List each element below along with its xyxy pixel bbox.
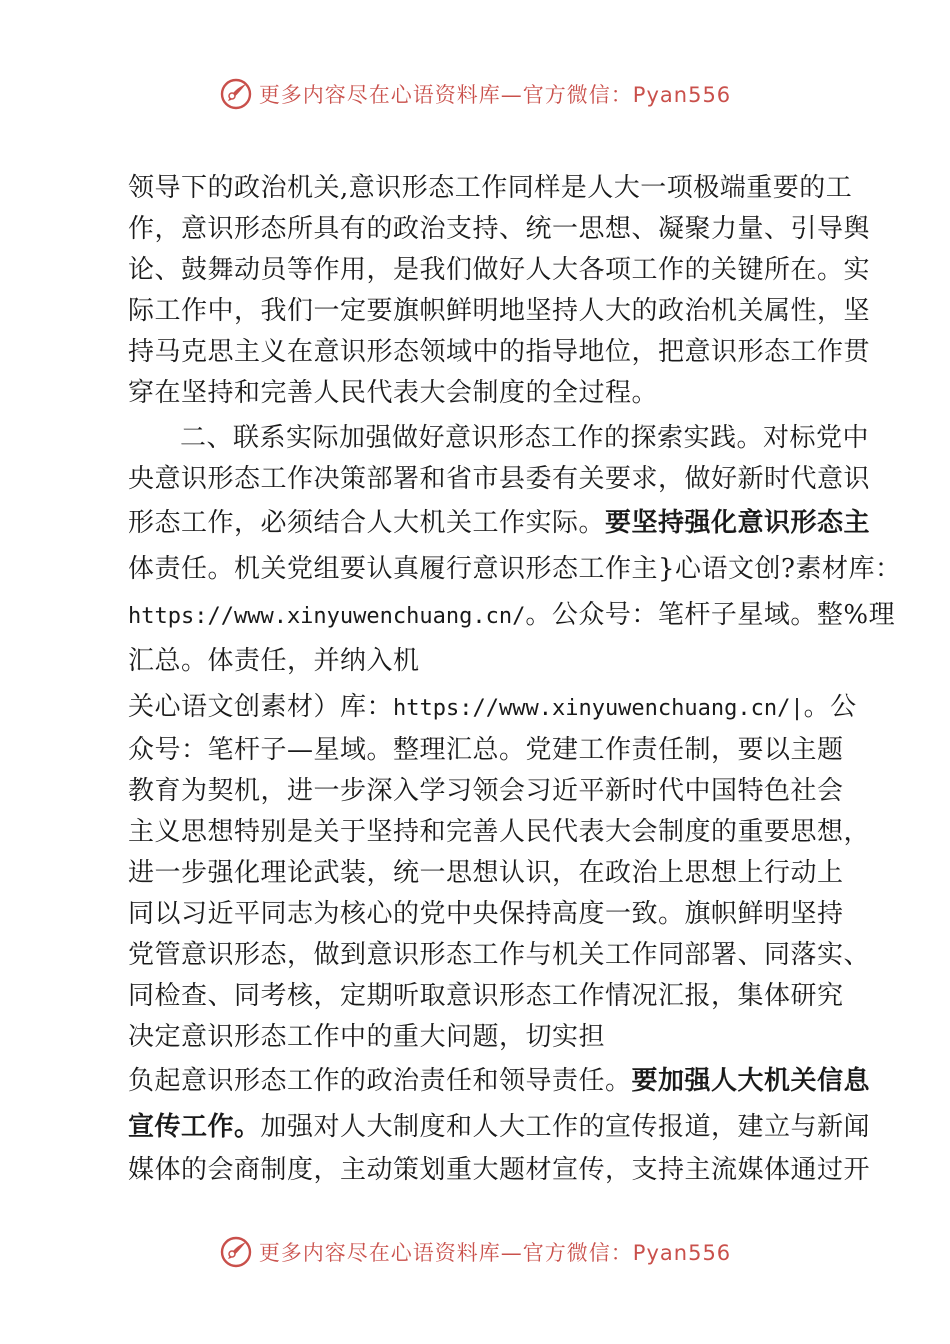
footer-banner xyxy=(0,1222,950,1282)
text-line: 决定意识形态工作中的重大问题，切实担 xyxy=(128,1022,606,1052)
text-line-mixed xyxy=(128,500,871,546)
text-line-mixed xyxy=(128,1104,871,1150)
text-line: 持马克思主义在意识形态领域中的指导地位，把意识形态工作贯 xyxy=(128,337,871,367)
plain-text: 关心语文创素材）库： xyxy=(128,692,394,722)
text-line-mixed xyxy=(128,1058,871,1104)
url-text: https://www.xinyuwenchuang.cn/| xyxy=(393,696,804,721)
header-banner xyxy=(0,64,950,124)
text-line: 同以习近平同志为核心的党中央保持高度一致。旗帜鲜明坚持 xyxy=(128,899,844,929)
plain-text: 形态工作，必须结合人大机关工作实际。 xyxy=(128,508,606,538)
plain-text: 。公众号：笔杆子星域。整%理 xyxy=(525,600,896,630)
text-line: 领导下的政治机关,意识形态工作同样是人大一项极端重要的工 xyxy=(128,173,853,203)
text-line-url xyxy=(128,684,863,730)
text-line: 穿在坚持和完善人民代表大会制度的全过程。 xyxy=(128,378,659,408)
text-line: 际工作中，我们一定要旗帜鲜明地坚持人大的政治机关属性，坚 xyxy=(128,296,871,326)
plain-text: 负起意识形态工作的政治责任和领导责任。 xyxy=(128,1066,632,1096)
section-heading-line: 二、联系实际加强做好意识形态工作的探索实践。对标党中 xyxy=(180,423,870,453)
document-body xyxy=(128,168,902,1191)
text-line: 央意识形态工作决策部署和省市县委有关要求，做好新时代意识 xyxy=(128,464,871,494)
plain-text: 。公 xyxy=(803,692,857,722)
header-banner-text: 更多内容尽在心语资料库—官方微信：Pyan556 xyxy=(258,83,732,107)
text-line: 进一步强化理论武装，统一思想认识，在政治上思想上行动上 xyxy=(128,858,844,888)
bold-emphasis: 要加强人大机关信息 xyxy=(631,1066,871,1096)
url-text: https://www.xinyuwenchuang.cn/ xyxy=(128,604,526,629)
text-line: 媒体的会商制度，主动策划重大题材宣传，支持主流媒体通过开 xyxy=(128,1155,871,1185)
feather-seal-icon xyxy=(219,77,253,111)
text-line: 体责任。机关党组要认真履行意识形态工作主}心语文创?素材库： xyxy=(128,554,902,584)
text-line: 众号：笔杆子—星域。整理汇总。党建工作责任制，要以主题 xyxy=(128,735,844,765)
text-line: 党管意识形态，做到意识形态工作与机关工作同部署、同落实、 xyxy=(128,940,871,970)
text-line: 论、鼓舞动员等作用，是我们做好人大各项工作的关键所在。实 xyxy=(128,255,871,285)
text-line-url xyxy=(128,592,896,638)
footer-banner-text: 更多内容尽在心语资料库—官方微信：Pyan556 xyxy=(258,1241,732,1265)
feather-seal-icon xyxy=(219,1235,253,1269)
text-line: 汇总。体责任，并纳入机 xyxy=(128,646,420,676)
text-line: 作，意识形态所具有的政治支持、统一思想、凝聚力量、引导舆 xyxy=(128,214,871,244)
bold-emphasis: 要坚持强化意识形态主 xyxy=(605,508,871,538)
plain-text: 加强对人大制度和人大工作的宣传报道，建立与新闻 xyxy=(260,1112,871,1142)
text-line: 教育为契机，进一步深入学习领会习近平新时代中国特色社会 xyxy=(128,776,844,806)
text-line: 同检查、同考核，定期听取意识形态工作情况汇报，集体研究 xyxy=(128,981,844,1011)
text-line: 主义思想特别是关于坚持和完善人民代表大会制度的重要思想， xyxy=(128,817,871,847)
bold-emphasis: 宣传工作。 xyxy=(128,1112,261,1142)
